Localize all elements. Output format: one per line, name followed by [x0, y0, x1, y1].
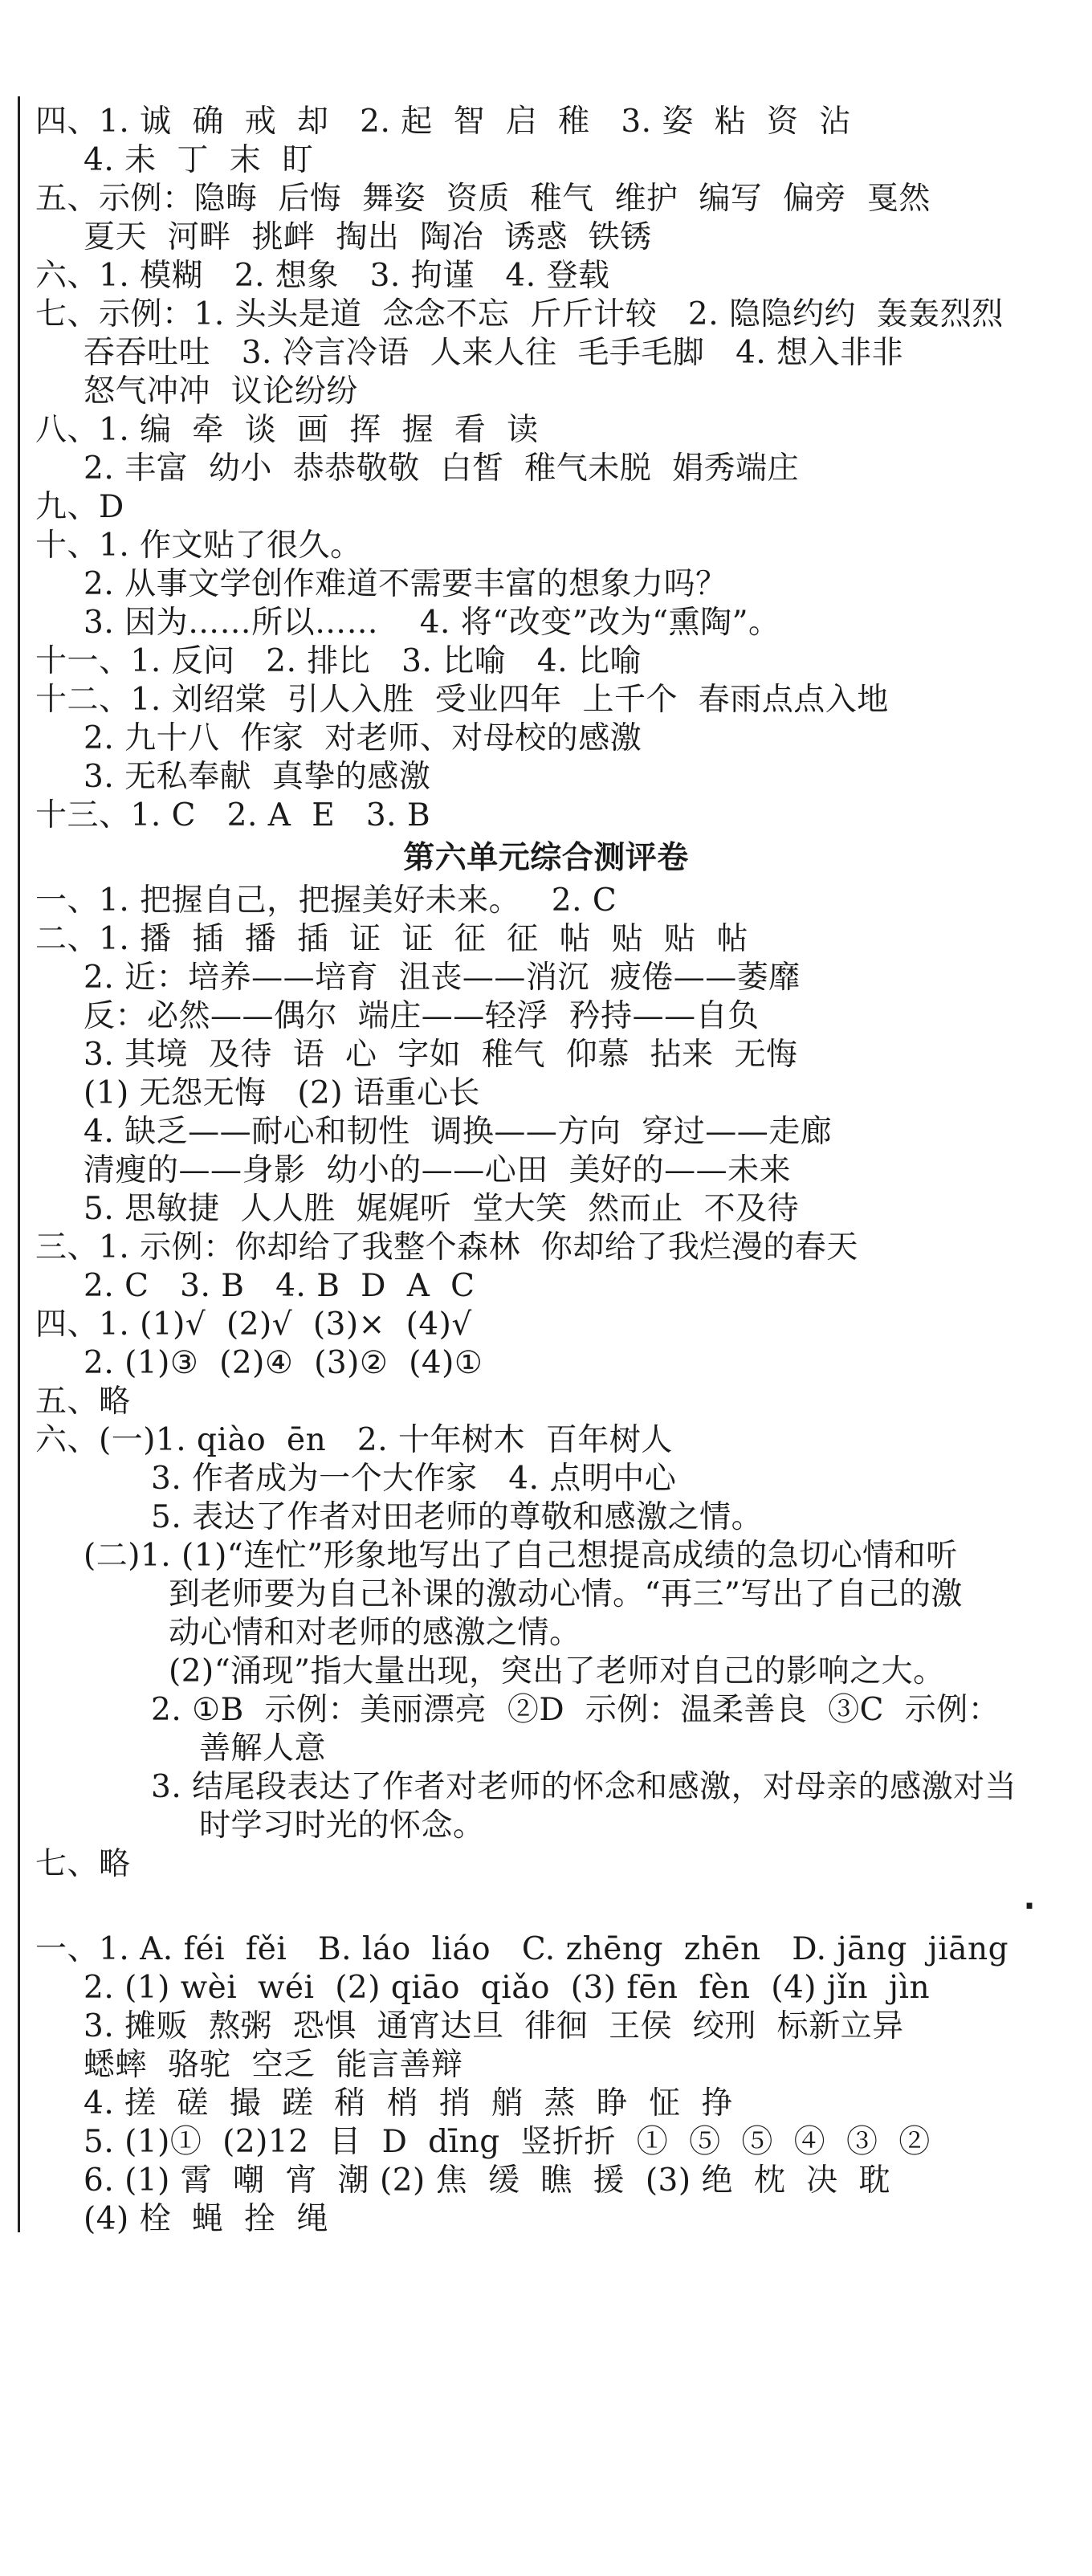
section-answers-part1: [0, 103, 1092, 835]
title-dot: ·: [1023, 1889, 1036, 1925]
answer-line: 2. (1) wèi wéi (2) qiāo qiǎo (3) fēn fèn (4) jǐn jìn: [84, 1970, 931, 2006]
answer-line: 六、1. 模糊 2. 想象 3. 拘谨 4. 登载: [35, 258, 610, 294]
answer-line: 动心情和对老师的感激之情。: [169, 1615, 581, 1651]
answer-line: 五、略: [35, 1384, 131, 1420]
answer-line: 夏天 河畔 挑衅 掏出 陶冶 诱惑 铁锈: [84, 219, 652, 255]
answer-line: 到老师要为自己补课的激动心情。“再三”写出了自己的激: [169, 1576, 963, 1612]
answer-line: 3. 其境 及待 语 心 字如 稚气 仰慕 拈来 无悔: [84, 1037, 798, 1073]
answer-line: 2. C 3. B 4. B D A C: [84, 1268, 475, 1304]
section-unit6-test: [0, 835, 1092, 1884]
answer-line: 十二、1. 刘绍棠 引人入胜 受业四年 上千个 春雨点点入地: [35, 682, 889, 718]
answer-line: (1) 无怨无悔 (2) 语重心长: [84, 1075, 480, 1111]
answer-line: 2. 从事文学创作难道不需要丰富的想象力吗？: [84, 566, 727, 602]
answer-line: 四、1. 诚 确 戒 却 2. 起 智 启 稚 3. 姿 粘 资 沾: [35, 104, 851, 140]
answer-line: 4. 搓 磋 撮 蹉 稍 梢 捎 艄 蒸 睁 怔 挣: [84, 2085, 733, 2122]
answer-line: 3. 结尾段表达了作者对老师的怀念和感激，对母亲的感激对当: [151, 1769, 1017, 1805]
answer-line: 五、示例：隐晦 后悔 舞姿 资质 稚气 维护 编写 偏旁 戛然: [35, 181, 931, 217]
answer-line: 七、示例：1. 头头是道 念念不忘 斤斤计较 2. 隐隐约约 轰轰烈烈: [35, 296, 1004, 332]
answer-line: (2)“涌现”指大量出现，突出了老师对自己的影响之大。: [169, 1653, 945, 1689]
answer-line: 4. 未 丁 末 盯: [84, 142, 314, 178]
answer-line: 5. (1)① (2)12 目 D dīng 竖折折 ① ⑤ ⑤ ④ ③ ②: [84, 2124, 931, 2160]
answer-page: [0, 103, 1092, 2239]
answer-line: 5. 思敏捷 人人胜 娓娓听 堂大笑 然而止 不及待: [84, 1191, 800, 1227]
answer-line: 六、(一)1. qiào ēn 2. 十年树木 百年树人: [35, 1422, 673, 1458]
section-special-topic-1: [0, 1884, 1092, 2239]
answer-line: 清瘦的——身影 幼小的——心田 美好的——未来: [84, 1152, 792, 1188]
answer-line: 四、1. (1)√ (2)√ (3)× (4)√: [35, 1306, 472, 1343]
answer-line: 善解人意: [199, 1730, 327, 1767]
answer-line: 吞吞吐吐 3. 冷言冷语 人来人往 毛手毛脚 4. 想入非非: [84, 335, 904, 371]
answer-line: 八、1. 编 牵 谈 画 挥 握 看 读: [35, 412, 539, 448]
answer-line: 4. 缺乏——耐心和韧性 调换——方向 穿过——走廊: [84, 1114, 833, 1150]
answer-line: 2. 丰富 幼小 恭恭敬敬 白皙 稚气未脱 娟秀端庄: [84, 450, 800, 487]
answer-line: 时学习时光的怀念。: [199, 1808, 485, 1844]
answer-line: 三、1. 示例：你却给了我整个森林 你却给了我烂漫的春天: [35, 1229, 858, 1266]
answer-line: 2. 近：培养——培育 沮丧——消沉 疲倦——萎靡: [84, 960, 801, 996]
answer-line: 2. ①B 示例：美丽漂亮 ②D 示例：温柔善良 ③C 示例：: [151, 1692, 1000, 1728]
answer-line: 一、1. A. féi fěi B. láo liáo C. zhēng zhēn D. jāng jiāng: [35, 1931, 1009, 1967]
answer-line: 6. (1) 霄 嘲 宵 潮 (2) 焦 缓 瞧 援 (3) 绝 枕 决 耽: [84, 2162, 890, 2199]
answer-line: 十三、1. C 2. A E 3. B: [35, 797, 431, 834]
answer-line: 十、1. 作文贴了很久。: [35, 528, 362, 564]
answer-line: 二、1. 播 插 播 插 证 证 征 征 帖 贴 贴 帖: [35, 921, 748, 957]
unit6-test-title: 第六单元综合测评卷: [403, 840, 689, 876]
answer-line: 3. 因为……所以…… 4. 将“改变”改为“熏陶”。: [84, 605, 780, 641]
special-topic-1-title: [0, 1884, 1092, 1930]
answer-line: 2. (1)③ (2)④ (3)② (4)①: [84, 1345, 483, 1381]
answer-line: 怒气冲冲 议论纷纷: [84, 373, 358, 410]
answer-line: 蟋蟀 骆驼 空乏 能言善辩: [84, 2047, 463, 2083]
answer-line: (二)1. (1)“连忙”形象地写出了自己想提高成绩的急切心情和听: [84, 1538, 958, 1574]
answer-line: (4) 栓 蝇 拴 绳: [84, 2201, 329, 2237]
answer-line: 反：必然——偶尔 端庄——轻浮 矜持——自负: [84, 998, 760, 1034]
answer-line: 3. 摊贩 熬粥 恐惧 通宵达旦 徘徊 王侯 绞刑 标新立异: [84, 2008, 904, 2044]
answer-line: 3. 作者成为一个大作家 4. 点明中心: [151, 1461, 677, 1497]
answer-line: 一、1. 把握自己，把握美好未来。 2. C: [35, 882, 617, 919]
answer-line: 十一、1. 反问 2. 排比 3. 比喻 4. 比喻: [35, 643, 642, 679]
answer-line: 5. 表达了作者对田老师的尊敬和感激之情。: [151, 1499, 764, 1535]
answer-line: 九、D: [35, 489, 124, 525]
answer-line: 七、略: [35, 1846, 131, 1882]
answer-line: 3. 无私奉献 真挚的感激: [84, 759, 431, 795]
answer-line: 2. 九十八 作家 对老师、对母校的感激: [84, 720, 642, 756]
